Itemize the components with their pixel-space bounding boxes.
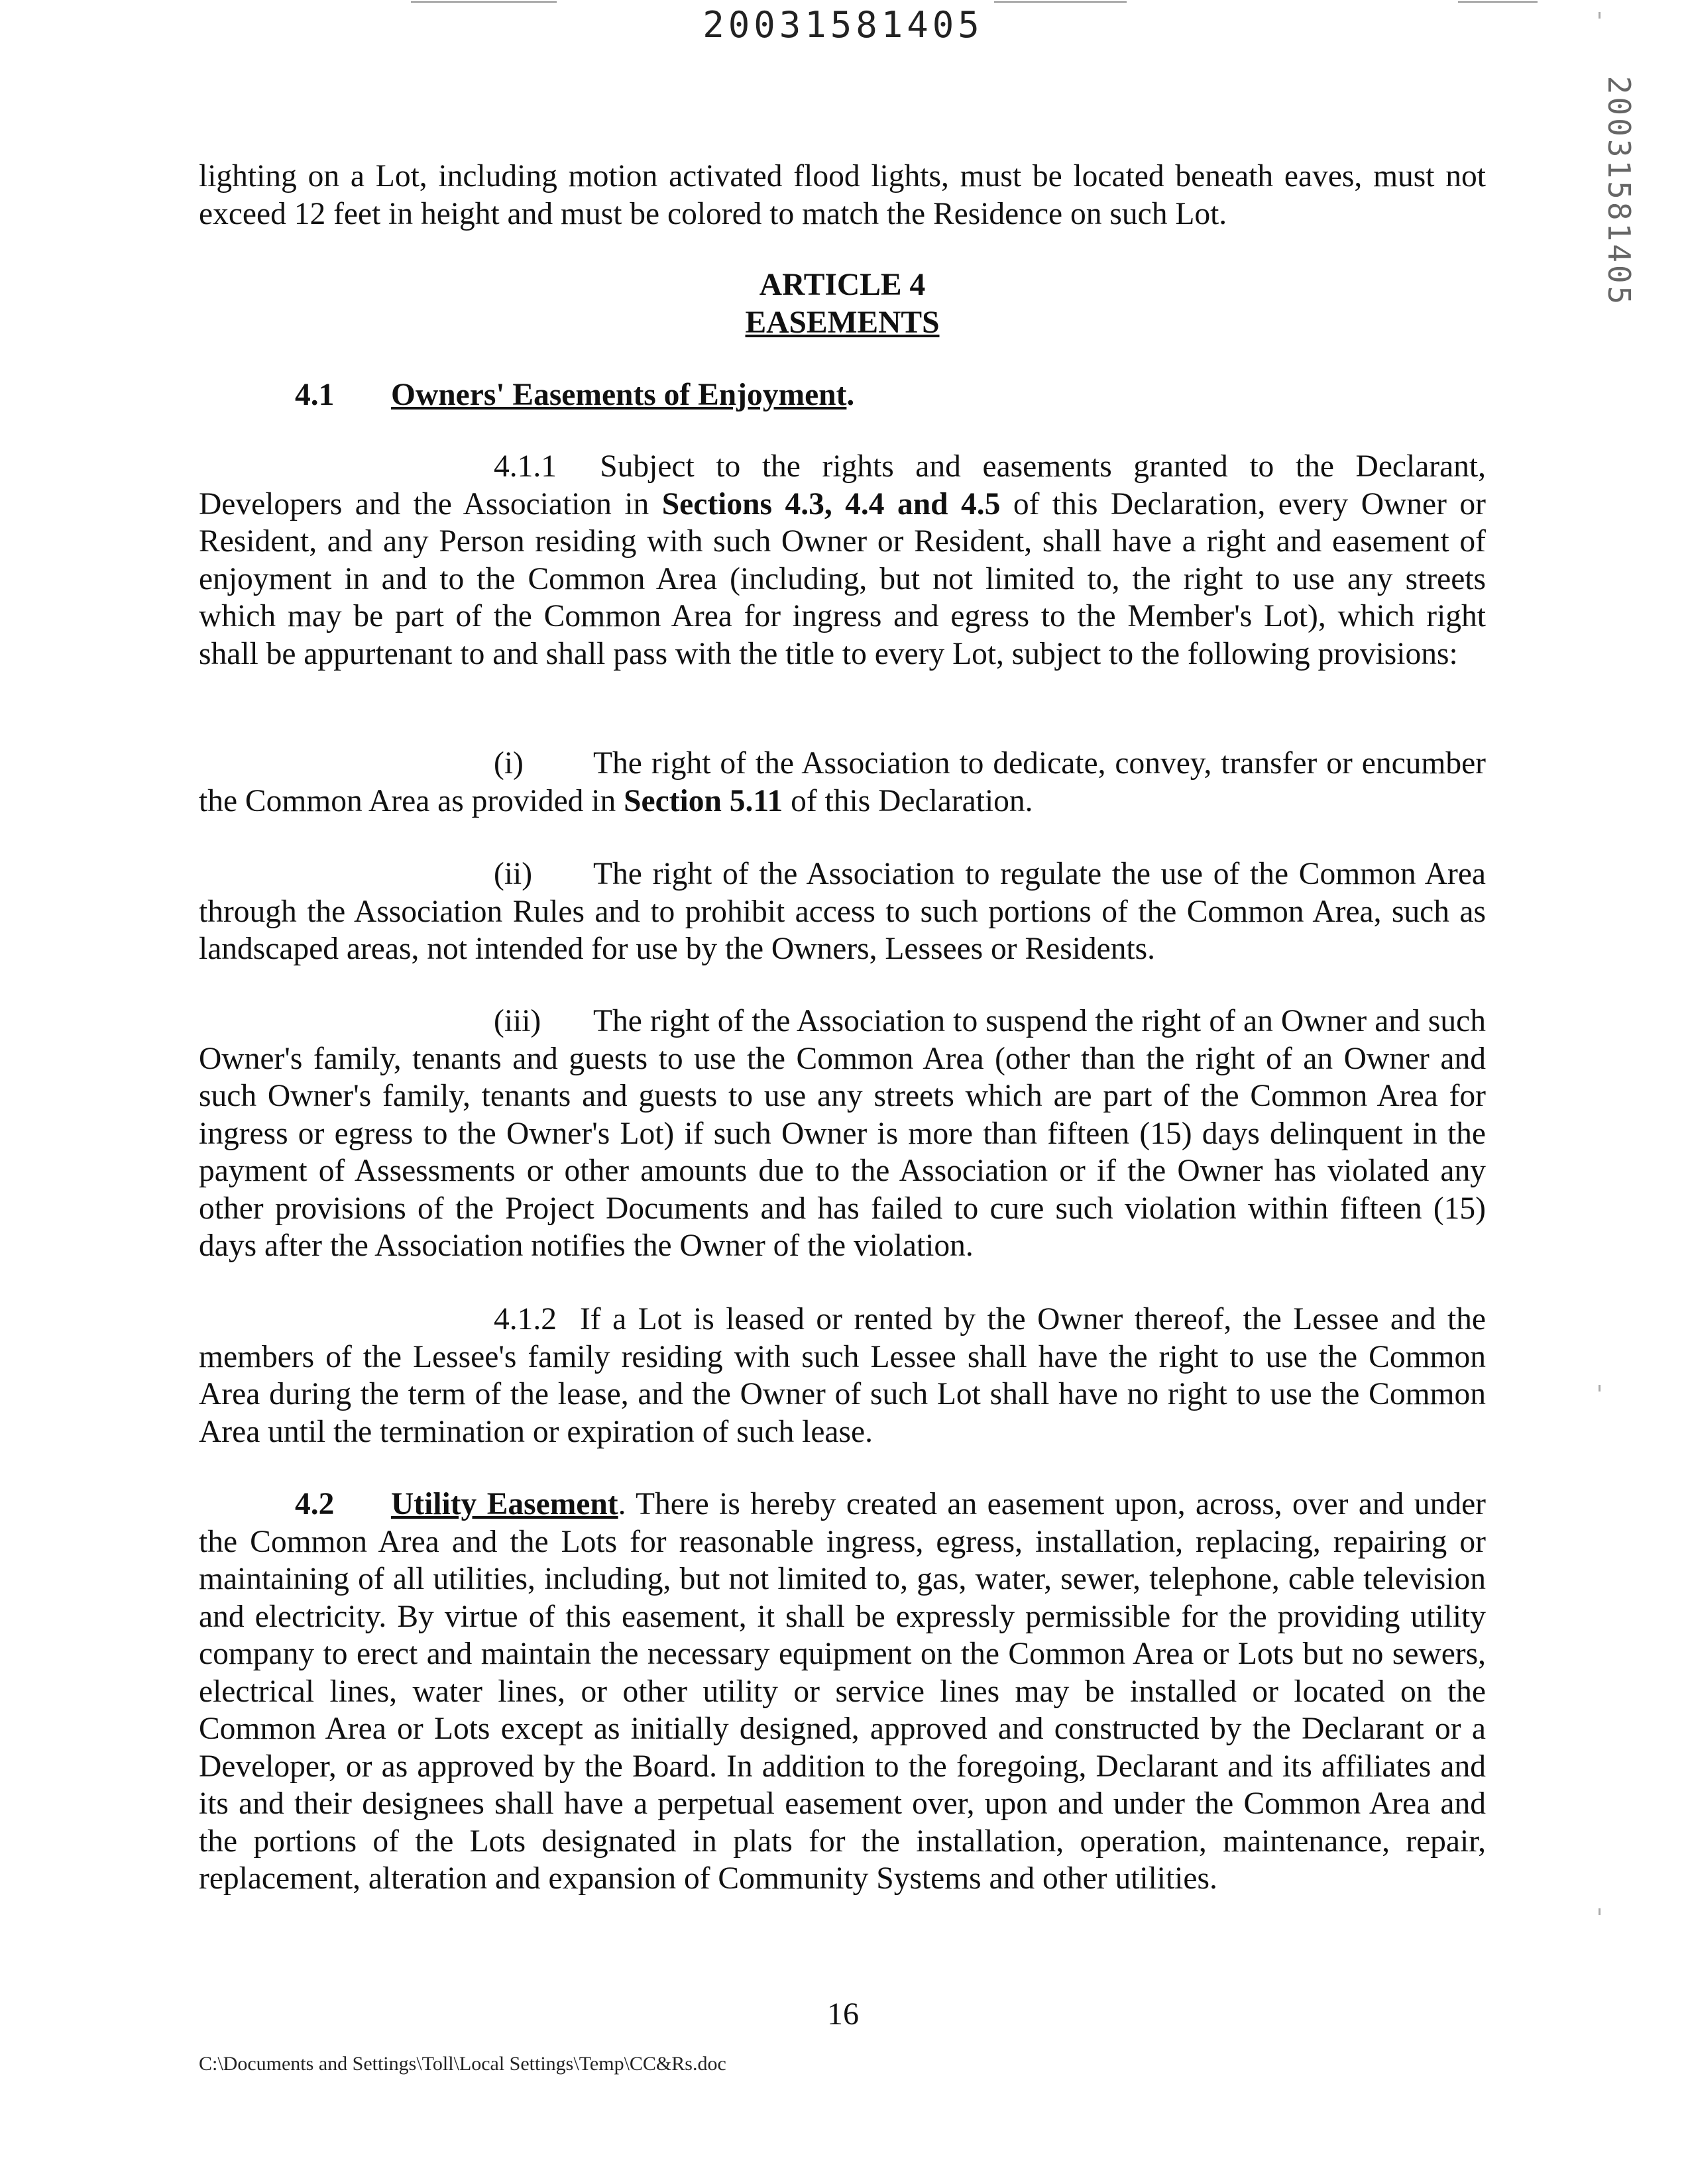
item-text: The right of the Association to dedicate, convey, transfer or encumber the Common Area as provided in: [199, 746, 1486, 818]
paragraph-text: of this Declaration, every Owner or Resident, and any Person residing with such Owner or Resident, shall have a right and easement of enjoyment in and to the Common Area (including, but not limited to, the right to use any streets which may be part of the Common Area for ingress and egress to the Member's Lot), which right shall be appurtenant to and shall pass with the title to every Lot, subject to the following provisions:: [199, 486, 1486, 671]
item-iii: [199, 1003, 1486, 1265]
scan-artifact-line: [994, 1, 1127, 3]
section-number: 4.2: [295, 1487, 335, 1521]
article-title: EASEMENTS: [745, 305, 940, 340]
section-title: Utility Easement: [391, 1487, 618, 1521]
paragraph-text: If a Lot is leased or rented by the Owner thereof, the Lessee and the members of the Lessee's family residing with such Lessee shall have the right to use the Common Area during the term of the lease, and the Owner of such Lot shall have no right to use the Common Area until the termination or expiration of such lease.: [199, 1302, 1487, 1449]
section-title-period: .: [846, 378, 855, 412]
section-4-2: [199, 1486, 1486, 1898]
paragraph-body: [199, 1301, 1486, 1450]
paragraph-number: 4.1.1: [494, 449, 557, 484]
file-path-footer: C:\Documents and Settings\Toll\Local Settings\Temp\CC&Rs.doc: [199, 2053, 726, 2075]
item-text: The right of the Association to regulate the use of the Common Area through the Association Rules and to prohibit access to such portions of the Common Area, such as landscaped areas, not intended for use by the Owners, Lessees or Residents.: [199, 857, 1486, 966]
paragraph-4-1-1: [199, 448, 1486, 673]
page-number: 16: [827, 1996, 859, 2032]
intro-paragraph: [199, 158, 1486, 233]
section-reference: Section 5.11: [624, 783, 783, 818]
paragraph-text: Subject to the rights and easements granted to the Declarant, Developers and the Association in: [199, 449, 1486, 521]
scan-artifact-line: [411, 1, 557, 3]
intro-text: lighting on a Lot, including motion activated flood lights, must be located beneath eaves, must not exceed 12 feet in height and must be colored to match the Residence on such Lot.: [199, 159, 1486, 231]
scan-artifact-dot: [1599, 1385, 1601, 1392]
item-body: [199, 745, 1486, 820]
section-title: Owners' Easements of Enjoyment: [391, 378, 847, 412]
section-reference: Sections 4.3, 4.4 and 4.5: [661, 486, 1001, 521]
scan-artifact-dot: [1599, 1908, 1601, 1915]
side-stamp-text: 20031581405: [1601, 76, 1637, 307]
item-text: The right of the Association to suspend the right of an Owner and such Owner's family, tenants and guests to use the Common Area (other than the right of an Owner and such Owner's family, tenants and guests to use any streets which are part of the Common Area for ingress or egress to the Owner's Lot) if such Owner is more than fifteen (15) days delinquent in the payment of Assessments or other amounts due to the Association or if the Owner has violated any other provisions of the Project Documents and has failed to cure such violation within fifteen (15) days after the Association notifies the Owner of the violation.: [199, 1004, 1486, 1263]
item-body: [199, 855, 1486, 968]
item-label: (i): [494, 746, 524, 781]
item-ii: [199, 855, 1486, 968]
item-text: of this Declaration.: [783, 783, 1033, 818]
section-4-1-heading: [295, 376, 1486, 414]
item-body: [199, 1003, 1486, 1265]
paragraph-number: 4.1.2: [494, 1302, 557, 1337]
item-label: (ii): [494, 857, 533, 891]
document-number-header: 20031581405: [702, 4, 984, 46]
section-body: [199, 1486, 1486, 1898]
article-number: ARTICLE 4: [759, 268, 926, 302]
paragraph-4-1-2: [199, 1301, 1486, 1450]
scan-artifact-line: [1458, 1, 1538, 3]
item-label: (iii): [494, 1004, 541, 1038]
side-document-stamp: [1596, 76, 1642, 307]
article-heading: [199, 266, 1486, 341]
paragraph-body: [199, 448, 1486, 673]
section-number: 4.1: [295, 378, 335, 412]
item-i: [199, 745, 1486, 820]
section-text: . There is hereby created an easement upon, across, over and under the Common Area and the Lots for reasonable ingress, egress, installation, replacing, repairing or maintaining of all utilities, including, but not limited to, gas, water, sewer, telephone, cable television and electricity. By virtue of this easement, it shall be expressly permissible for the providing utility company to erect and maintain the necessary equipment on the Common Area or Lots but no sewers, electrical lines, water lines, or other utility or service lines may be installed or located on the Common Area or Lots except as initially designed, approved and constructed by the Declarant or a Developer, or as approved by the Board. In addition to the foregoing, Declarant and its affiliates and its and their designees shall have a perpetual easement over, upon and under the Common Area and the portions of the Lots designated in plats for the installation, operation, maintenance, repair, replacement, alteration and expansion of Community Systems and other utilities.: [199, 1487, 1486, 1896]
